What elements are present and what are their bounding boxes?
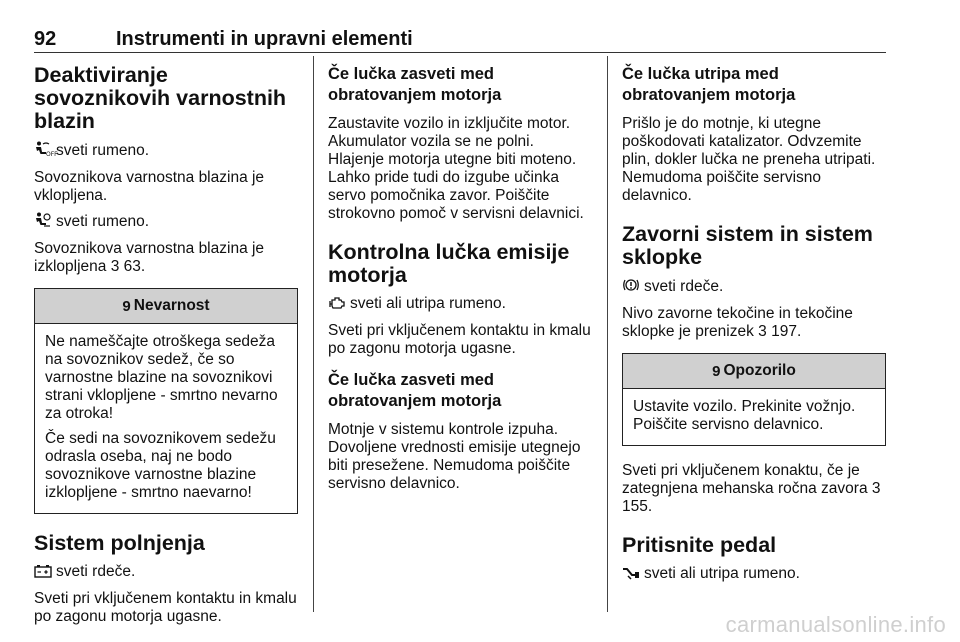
heading-brake-clutch: Zavorni sistem in sistem sklopke: [622, 222, 873, 269]
danger-box-body: [35, 324, 297, 513]
page-ref-icon: 3: [871, 480, 881, 497]
header-divider: [34, 52, 886, 53]
warning-box-body: [623, 389, 885, 445]
emission-status-text: sveti ali utripa rumeno.: [350, 295, 506, 312]
lamp-flashing-text: Prišlo je do motnje, ki utegne poškodovati katalizator. Odvzemite plin, dokler lučka ne preneha utripati. Nemudoma poiščite servisno delavnico.: [622, 115, 876, 204]
page-header: [34, 28, 886, 50]
brake-description-text: Nivo zavorne tekočine in tekočine sklopke je prenizek: [622, 305, 853, 340]
warning-triangle-icon: 9: [122, 297, 131, 315]
subheading-lamp-on-running: Če lučka zasveti med obratovanjem motorja: [328, 65, 502, 104]
svg-text:OFF: OFF: [46, 151, 58, 158]
watermark: carmanualsonline.info: [725, 612, 946, 637]
heading-press-pedal: Pritisnite pedal: [622, 533, 777, 557]
brake-status: [622, 277, 886, 298]
column-divider-2: [607, 56, 608, 612]
column-2: [328, 64, 592, 500]
column-3: [622, 64, 886, 592]
page-ref-155[interactable]: 155.: [622, 498, 653, 515]
airbag-off-description: Sovoznikova varnostna blazina je vklopljena.: [34, 169, 265, 204]
page-ref-197[interactable]: 197.: [771, 323, 802, 340]
parking-brake-description: [622, 462, 886, 516]
warning-text: Ustavite vozilo. Prekinite vožnjo. Poiščite servisno delavnico.: [633, 398, 856, 433]
heading-charging-system: Sistem polnjenja: [34, 531, 205, 555]
charging-description: Sveti pri vključenem kontaktu in kmalu po zagonu motorja ugasne.: [34, 590, 297, 625]
danger-box-header: [35, 289, 297, 324]
brake-icon: [622, 277, 640, 298]
brake-status-text: sveti rdeče.: [644, 278, 724, 295]
airbag-on-icon: [34, 212, 52, 233]
airbag-on-description: [34, 240, 298, 276]
lamp-on-running-text: Zaustavite vozilo in izključite motor. Akumulator vozila se ne polni. Hlajenje motorja utegne biti moteno. Lahko pride tudi do izgube učinka servo pomočnika zavor. Poiščite strokovno pomoč v servisni delavnici.: [328, 115, 584, 222]
page-number: 92: [34, 28, 57, 50]
airbag-on-description-text: Sovoznikova varnostna blazina je izklopljena: [34, 240, 265, 275]
heading-engine-emission: Kontrolna lučka emisije motorja: [328, 240, 570, 287]
danger-paragraph-2: Če sedi na sovoznikovem sedežu odrasla oseba, naj ne bodo sovoznikove varnostne blazine izklopljene - smrtno naevarno!: [45, 430, 276, 501]
airbag-off-status-text: sveti rumeno.: [56, 142, 150, 159]
emission-lamp-on-text: Motnje v sistemu kontrole izpuha. Dovoljene vrednosti emisije utegnejo biti presežene. Nemudoma poiščite servisno delavnico.: [328, 421, 581, 492]
airbag-off-icon: [34, 141, 58, 162]
charging-status-text: sveti rdeče.: [56, 563, 136, 580]
warning-box: [622, 353, 886, 446]
pedal-status-text: sveti ali utripa rumeno.: [644, 565, 800, 582]
pedal-status: [622, 565, 886, 585]
danger-box-title: Nevarnost: [133, 297, 210, 314]
engine-icon: [328, 296, 346, 315]
heading-airbag-deactivation: Deaktiviranje sovoznikovih varnostnih blazin: [34, 63, 287, 133]
warning-box-title: Opozorilo: [723, 362, 796, 379]
column-divider-1: [313, 56, 314, 612]
airbag-on-status: [34, 212, 298, 233]
danger-paragraph-1: Ne nameščajte otroškega sedeža na sovoznikov sedež, če so varnostne blazine na sovoznikovi strani vklopljene - smrtno nevarno za otroka!: [45, 333, 278, 422]
pedal-icon: [622, 566, 640, 585]
charging-status: [34, 563, 298, 583]
danger-box: [34, 288, 298, 514]
battery-icon: [34, 564, 52, 583]
airbag-off-status: [34, 141, 298, 162]
running-title: Instrumenti in upravni elementi: [116, 28, 413, 50]
warning-box-header: [623, 354, 885, 389]
page-ref-63[interactable]: 63.: [123, 258, 146, 275]
brake-description: [622, 305, 886, 341]
page-ref-icon: 3: [758, 323, 767, 340]
parking-brake-text: Sveti pri vključenem konaktu, če je zategnjena mehanska ročna zavora: [622, 462, 868, 497]
subheading-emission-lamp-on: Če lučka zasveti med obratovanjem motorja: [328, 371, 502, 410]
column-1: [34, 64, 298, 633]
airbag-on-status-text: sveti rumeno.: [56, 213, 150, 230]
warning-triangle-icon: 9: [712, 362, 721, 380]
emission-status: [328, 295, 592, 315]
subheading-lamp-flashing: Če lučka utripa med obratovanjem motorja: [622, 65, 796, 104]
emission-description: Sveti pri vključenem kontaktu in kmalu po zagonu motorja ugasne.: [328, 322, 591, 357]
page-ref-icon: 3: [110, 258, 120, 275]
